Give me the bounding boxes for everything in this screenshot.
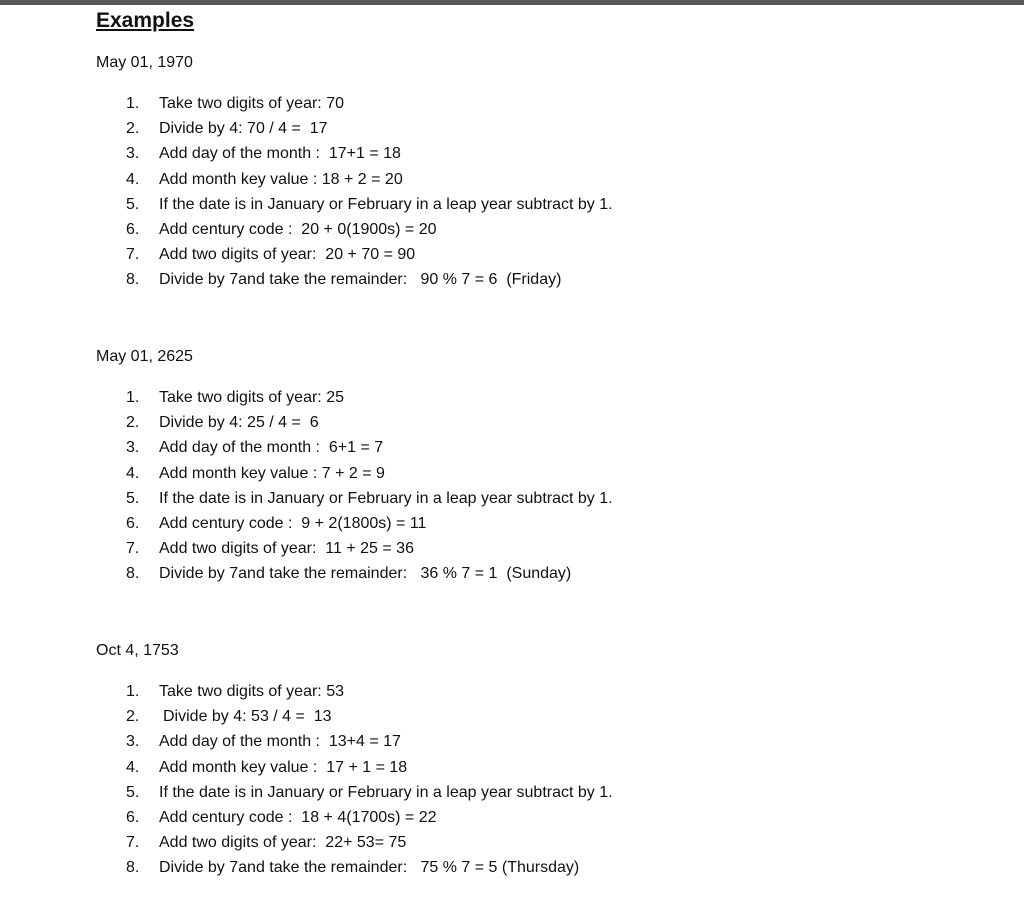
list-item: [96, 91, 996, 116]
list-item: [96, 536, 996, 561]
list-item: [96, 217, 996, 242]
step-number: 3.: [126, 439, 140, 457]
step-number: 1.: [126, 95, 140, 112]
step-number: 8.: [126, 565, 140, 583]
step-text: Add day of the month : 13+4 = 17: [159, 733, 401, 751]
list-item: [96, 141, 996, 166]
list-item: [96, 167, 996, 192]
list-item: [96, 242, 996, 267]
step-text: Take two digits of year: 25: [159, 389, 344, 406]
step-text: Add month key value : 17 + 1 = 18: [159, 758, 408, 776]
step-number: 2.: [126, 120, 140, 138]
step-text: Add day of the month : 6+1 = 7: [159, 439, 384, 457]
list-item: [96, 192, 996, 217]
step-number: 5.: [126, 783, 140, 801]
step-number: 2.: [126, 708, 140, 726]
steps-list: [96, 385, 996, 587]
step-text: If the date is in January or February in a leap year subtract by 1.: [159, 783, 613, 801]
example-date: May 01, 1970: [96, 54, 193, 71]
step-number: 7.: [126, 246, 140, 264]
step-number: 2.: [126, 414, 140, 432]
step-text: Divide by 4: 70 / 4 = 17: [159, 120, 328, 138]
example-section-3: [96, 641, 996, 881]
step-text: Divide by 4: 53 / 4 = 13: [163, 708, 332, 726]
list-item: [96, 410, 996, 435]
list-item: [96, 267, 996, 292]
list-item: [96, 855, 996, 880]
step-number: 7.: [126, 540, 140, 558]
step-number: 3.: [126, 733, 140, 751]
step-number: 4.: [126, 464, 140, 482]
step-number: 8.: [126, 271, 140, 289]
step-text: Take two digits of year: 70: [159, 95, 344, 112]
step-number: 6.: [126, 514, 140, 532]
list-item: [96, 780, 996, 805]
list-item: [96, 679, 996, 704]
list-item: [96, 486, 996, 511]
step-text: Add century code : 9 + 2(1800s) = 11: [159, 514, 427, 532]
list-item: [96, 461, 996, 486]
step-text: Add two digits of year: 22+ 53= 75: [159, 834, 407, 852]
step-number: 3.: [126, 145, 140, 163]
list-item: [96, 830, 996, 855]
step-number: 5.: [126, 489, 140, 507]
document-page: [96, 8, 996, 877]
step-text: Add month key value : 7 + 2 = 9: [159, 464, 385, 482]
step-text: Divide by 7and take the remainder: 90 % 7 = 6 (Friday): [159, 271, 562, 289]
step-text: Divide by 7and take the remainder: 75 % 7 = 5 (Thursday): [159, 859, 580, 877]
list-item: [96, 729, 996, 754]
step-text: Add century code : 20 + 0(1900s) = 20: [159, 220, 437, 238]
list-item: [96, 385, 996, 410]
steps-list: [96, 679, 996, 881]
step-text: Add century code : 18 + 4(1700s) = 22: [159, 808, 437, 826]
step-number: 7.: [126, 834, 140, 852]
step-number: 1.: [126, 389, 140, 406]
step-text: If the date is in January or February in a leap year subtract by 1.: [159, 195, 613, 213]
step-text: Add two digits of year: 11 + 25 = 36: [159, 540, 414, 558]
step-text: Add month key value : 18 + 2 = 20: [159, 170, 403, 188]
step-number: 6.: [126, 220, 140, 238]
list-item: [96, 704, 996, 729]
list-item: [96, 561, 996, 586]
example-date: Oct 4, 1753: [96, 642, 179, 659]
page-title: Examples: [96, 9, 195, 32]
steps-list: [96, 91, 996, 293]
list-item: [96, 511, 996, 536]
step-text: Take two digits of year: 53: [159, 683, 344, 700]
example-section-1: [96, 53, 996, 293]
step-text: Divide by 4: 25 / 4 = 6: [159, 414, 319, 432]
list-item: [96, 805, 996, 830]
step-number: 4.: [126, 170, 140, 188]
step-text: Add two digits of year: 20 + 70 = 90: [159, 246, 416, 264]
step-number: 6.: [126, 808, 140, 826]
step-text: If the date is in January or February in a leap year subtract by 1.: [159, 489, 613, 507]
list-item: [96, 116, 996, 141]
list-item: [96, 435, 996, 460]
step-number: 5.: [126, 195, 140, 213]
list-item: [96, 755, 996, 780]
step-text: Add day of the month : 17+1 = 18: [159, 145, 401, 163]
window-top-border: [0, 0, 1024, 5]
step-number: 1.: [126, 683, 140, 700]
example-section-2: [96, 347, 996, 587]
step-number: 8.: [126, 859, 140, 877]
example-date: May 01, 2625: [96, 348, 193, 365]
step-text: Divide by 7and take the remainder: 36 % 7 = 1 (Sunday): [159, 565, 572, 583]
step-number: 4.: [126, 758, 140, 776]
